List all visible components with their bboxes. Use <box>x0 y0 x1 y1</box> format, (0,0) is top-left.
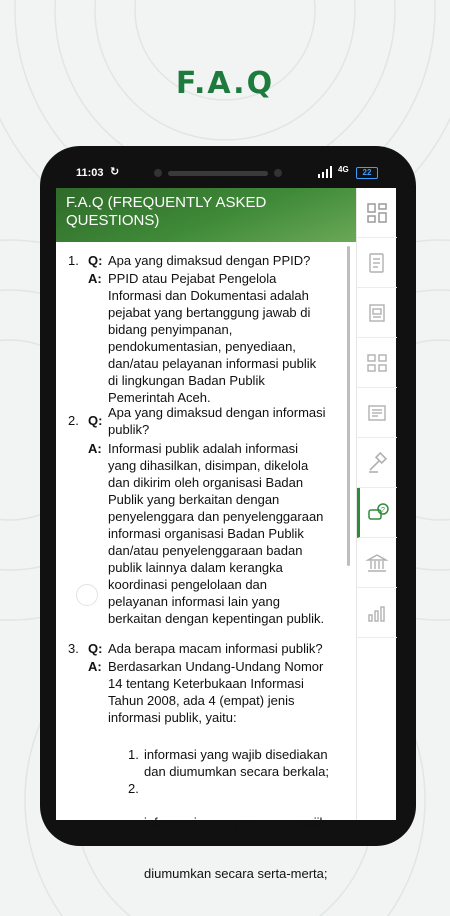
answer-line: Informasi dan Dokumentasi adalah <box>108 288 309 303</box>
page-header <box>56 188 356 242</box>
sub-item-number: 1. <box>128 747 139 762</box>
answer-label: A: <box>88 659 102 674</box>
newspaper-icon <box>366 402 388 424</box>
answer-line: dan dikirim oleh organisasi Badan <box>108 475 304 490</box>
sidebar-nav <box>356 188 396 820</box>
question-label: Q: <box>88 641 103 656</box>
status-time: 11:03 <box>76 167 104 179</box>
sidebar-item-menu[interactable] <box>357 188 397 238</box>
sidebar-item-statistics[interactable] <box>357 588 397 638</box>
answer-line: penyelenggara dan penyelenggaraan <box>108 509 324 524</box>
battery-icon: 22 <box>356 167 378 179</box>
sensor-dot <box>274 169 282 177</box>
question-line: Ada berapa macam informasi publik? <box>108 641 323 656</box>
faq-number: 3. <box>68 641 79 656</box>
sidebar-item-regulations[interactable] <box>357 438 397 488</box>
question-text <box>108 252 344 269</box>
answer-line: publik lainnya dalam kerangka <box>108 560 283 575</box>
question-label: Q: <box>88 253 103 268</box>
question-text <box>108 640 344 657</box>
answer-line: 14 tentang Keterbukaan Informasi <box>108 676 304 691</box>
answer-text <box>108 440 344 627</box>
signal-icon <box>318 166 334 178</box>
sub-item-line: dan diumumkan secara berkala; <box>144 764 329 779</box>
answer-line: di lingkungan Badan Publik <box>108 373 265 388</box>
scrollbar[interactable] <box>347 246 350 566</box>
header-title-line2: QUESTIONS) <box>66 212 160 229</box>
sub-item-text <box>144 780 344 916</box>
answer-line: berkaitan dengan kepentingan publik. <box>108 611 325 626</box>
sub-item-text <box>144 746 344 780</box>
app-screen <box>56 160 396 881</box>
sidebar-item-documents[interactable] <box>357 238 397 288</box>
answer-text <box>108 658 344 726</box>
question-line: Apa yang dimaksud dengan informasi <box>108 405 326 420</box>
answer-line: informasi organisasi Badan Publik <box>108 526 304 541</box>
gavel-icon <box>366 452 388 474</box>
answer-line: dan/atau pelayanan informasi publik <box>108 356 317 371</box>
promo-title: F.A.Q <box>175 66 275 101</box>
sidebar-item-structure[interactable] <box>357 338 397 388</box>
question-line: publik? <box>108 422 150 437</box>
sub-item-line: informasi yang wajib <box>144 815 327 830</box>
faq-number: 2. <box>68 413 79 428</box>
question-label: Q: <box>88 413 103 428</box>
answer-line: Informasi publik adalah informasi <box>108 441 299 456</box>
status-bar <box>56 160 396 188</box>
sidebar-item-news[interactable] <box>357 388 397 438</box>
question-line: Apa yang dimaksud dengan PPID? <box>108 253 311 268</box>
structure-icon <box>366 352 388 374</box>
answer-line: bidang penyimpanan, <box>108 322 233 337</box>
document-icon <box>367 252 387 274</box>
faq-chat-icon <box>367 502 391 524</box>
answer-line: pejabat yang bertanggung jawab di <box>108 305 311 320</box>
answer-label: A: <box>88 271 102 286</box>
answer-label: A: <box>88 441 102 456</box>
answer-line: pendokumentasian, penyediaan, <box>108 339 296 354</box>
answer-line: Tahun 2008, ada 4 (empat) jenis <box>108 693 295 708</box>
answer-line: Berdasarkan Undang-Undang Nomor <box>108 659 324 674</box>
sub-item-number: 2. <box>128 781 139 796</box>
grid-icon <box>366 202 388 224</box>
form-icon <box>367 302 387 324</box>
statistics-icon <box>366 602 388 624</box>
sidebar-item-faq[interactable] <box>357 488 397 538</box>
answer-line: Pemerintah Aceh. <box>108 390 211 405</box>
answer-line: yang dihasilkan, disimpan, dikelola <box>108 458 309 473</box>
institution-icon <box>366 552 388 574</box>
sidebar-item-forms[interactable] <box>357 288 397 338</box>
sub-item-line: diumumkan secara serta-merta; <box>144 866 328 881</box>
sub-item-line: informasi yang wajib disediakan <box>144 747 328 762</box>
sidebar-item-institution[interactable] <box>357 538 397 588</box>
answer-line: koordinasi pengelolaan dan <box>108 577 268 592</box>
sync-icon: ↻ <box>110 166 120 178</box>
svg-text:?: ? <box>380 506 385 514</box>
earpiece-speaker <box>168 171 268 176</box>
header-title-line1: F.A.Q (FREQUENTLY ASKED <box>66 194 267 211</box>
answer-line: Publik yang berkaitan dengan <box>108 492 280 507</box>
camera-dot <box>154 169 162 177</box>
answer-line: informasi publik, yaitu: <box>108 710 237 725</box>
answer-line: PPID atau Pejabat Pengelola <box>108 271 277 286</box>
answer-line: dan/atau penyelenggaraan badan <box>108 543 303 558</box>
faq-content[interactable] <box>56 242 356 881</box>
floating-circle-button[interactable] <box>76 584 98 606</box>
answer-line: pelayanan informasi lain yang <box>108 594 280 609</box>
answer-text <box>108 270 344 406</box>
question-text <box>108 404 344 438</box>
faq-number: 1. <box>68 253 79 268</box>
network-type: 4G <box>338 165 349 174</box>
